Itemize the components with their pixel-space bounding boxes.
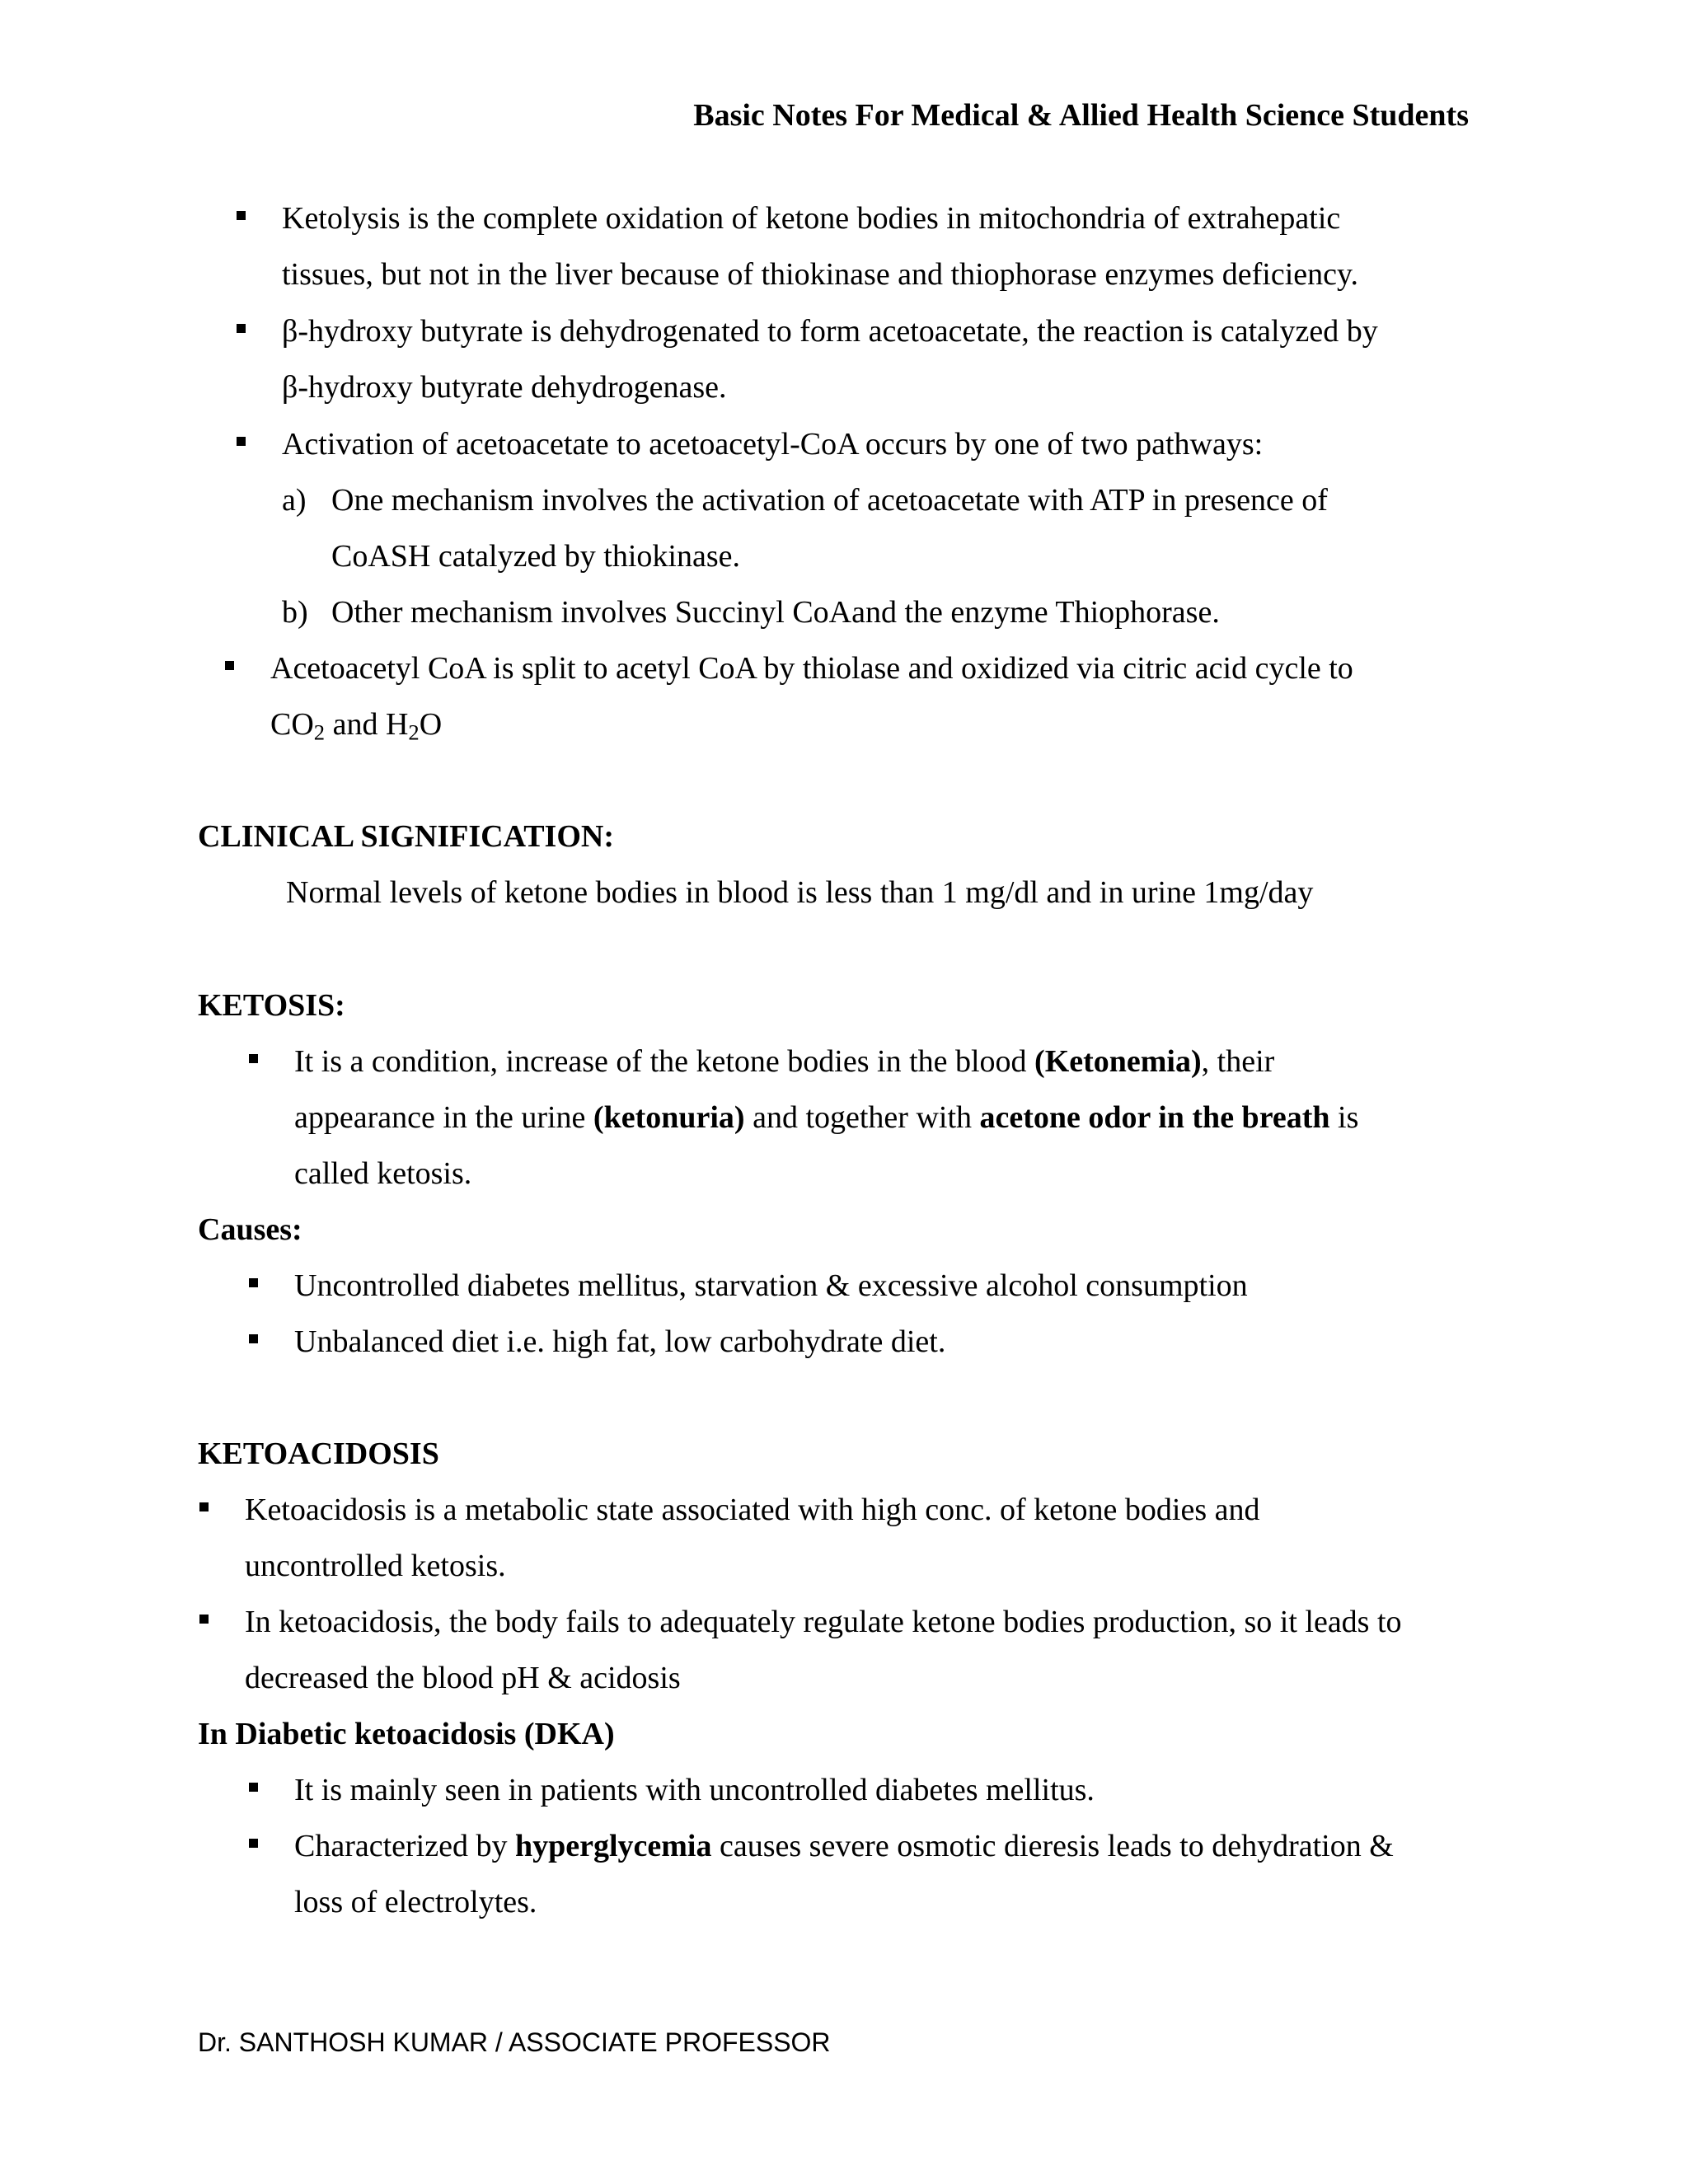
ketolysis-bullet-3-line-1: Activation of acetoacetate to acetoacetyl-CoA occurs by one of two pathways:: [282, 427, 1264, 462]
bullet-marker: [237, 211, 246, 220]
bullet-marker: [249, 1278, 258, 1287]
ketoacidosis-bullet-1-line-1: Ketoacidosis is a metabolic state associated with high conc. of ketone bodies and: [245, 1493, 1260, 1527]
dka-item-1: It is mainly seen in patients with uncontrolled diabetes mellitus.: [294, 1773, 1095, 1807]
bullet-marker: [237, 437, 246, 446]
sub-item-a-line-2: CoASH catalyzed by thiokinase.: [331, 539, 741, 574]
clinical-signification-text: Normal levels of ketone bodies in blood is less than 1 mg/dl and in urine 1mg/day: [286, 875, 1314, 910]
sub-item-b-marker: b): [282, 595, 308, 630]
ketosis-line-1: It is a condition, increase of the ketone bodies in the blood (Ketonemia), their: [294, 1044, 1275, 1079]
bullet-marker: [249, 1839, 258, 1848]
ketolysis-bullet-4-line-2: $CO_2$ and $H_2O$: [270, 707, 443, 745]
dka-heading: In Diabetic ketoacidosis (DKA): [198, 1717, 615, 1751]
ketolysis-bullet-2-line-2: β-hydroxy butyrate dehydrogenase.: [282, 370, 727, 405]
bullet-marker: [249, 1334, 258, 1343]
sub-item-b-line-1: Other mechanism involves Succinyl CoAand the enzyme Thiophorase.: [331, 595, 1220, 630]
page-header-title: Basic Notes For Medical & Allied Health Science Students: [693, 98, 1469, 133]
bullet-marker: [225, 661, 234, 670]
cause-item-2: Unbalanced diet i.e. high fat, low carbohydrate diet.: [294, 1324, 946, 1359]
ketolysis-bullet-1-line-1: Ketolysis is the complete oxidation of ketone bodies in mitochondria of extrahepatic: [282, 201, 1341, 236]
bullet-marker: [249, 1054, 258, 1063]
ketoacidosis-heading: KETOACIDOSIS: [198, 1436, 439, 1471]
ketosis-heading: KETOSIS:: [198, 988, 345, 1023]
ketolysis-bullet-2-line-1: β-hydroxy butyrate is dehydrogenated to form acetoacetate, the reaction is catalyzed by: [282, 314, 1378, 349]
page-footer-author: Dr. SANTHOSH KUMAR / ASSOCIATE PROFESSOR: [198, 2027, 831, 2057]
dka-item-2-line-2: loss of electrolytes.: [294, 1885, 537, 1919]
ketoacidosis-bullet-2-line-2: decreased the blood pH & acidosis: [245, 1661, 681, 1695]
ketoacidosis-bullet-1-line-2: uncontrolled ketosis.: [245, 1549, 506, 1583]
bullet-marker: [199, 1615, 209, 1624]
bullet-marker: [199, 1502, 209, 1511]
ketolysis-bullet-4-line-1: Acetoacetyl CoA is split to acetyl CoA by thiolase and oxidized via citric acid cycle to: [270, 651, 1353, 686]
ketosis-line-2: appearance in the urine (ketonuria) and together with acetone odor in the breath is: [294, 1100, 1359, 1135]
dka-item-2-line-1: Characterized by hyperglycemia causes severe osmotic dieresis leads to dehydration &: [294, 1829, 1394, 1863]
cause-item-1: Uncontrolled diabetes mellitus, starvation & excessive alcohol consumption: [294, 1268, 1248, 1303]
clinical-signification-heading: CLINICAL SIGNIFICATION:: [198, 819, 615, 854]
sub-item-a-marker: a): [282, 483, 307, 518]
bullet-marker: [237, 324, 246, 333]
sub-item-a-line-1: One mechanism involves the activation of acetoacetate with ATP in presence of: [331, 483, 1328, 518]
causes-heading: Causes:: [198, 1212, 302, 1247]
ketosis-line-3: called ketosis.: [294, 1156, 472, 1191]
ketoacidosis-bullet-2-line-1: In ketoacidosis, the body fails to adequately regulate ketone bodies production, so it leads to: [245, 1605, 1402, 1639]
bullet-marker: [249, 1783, 258, 1792]
ketolysis-bullet-1-line-2: tissues, but not in the liver because of thiokinase and thiophorase enzymes deficiency.: [282, 257, 1359, 292]
